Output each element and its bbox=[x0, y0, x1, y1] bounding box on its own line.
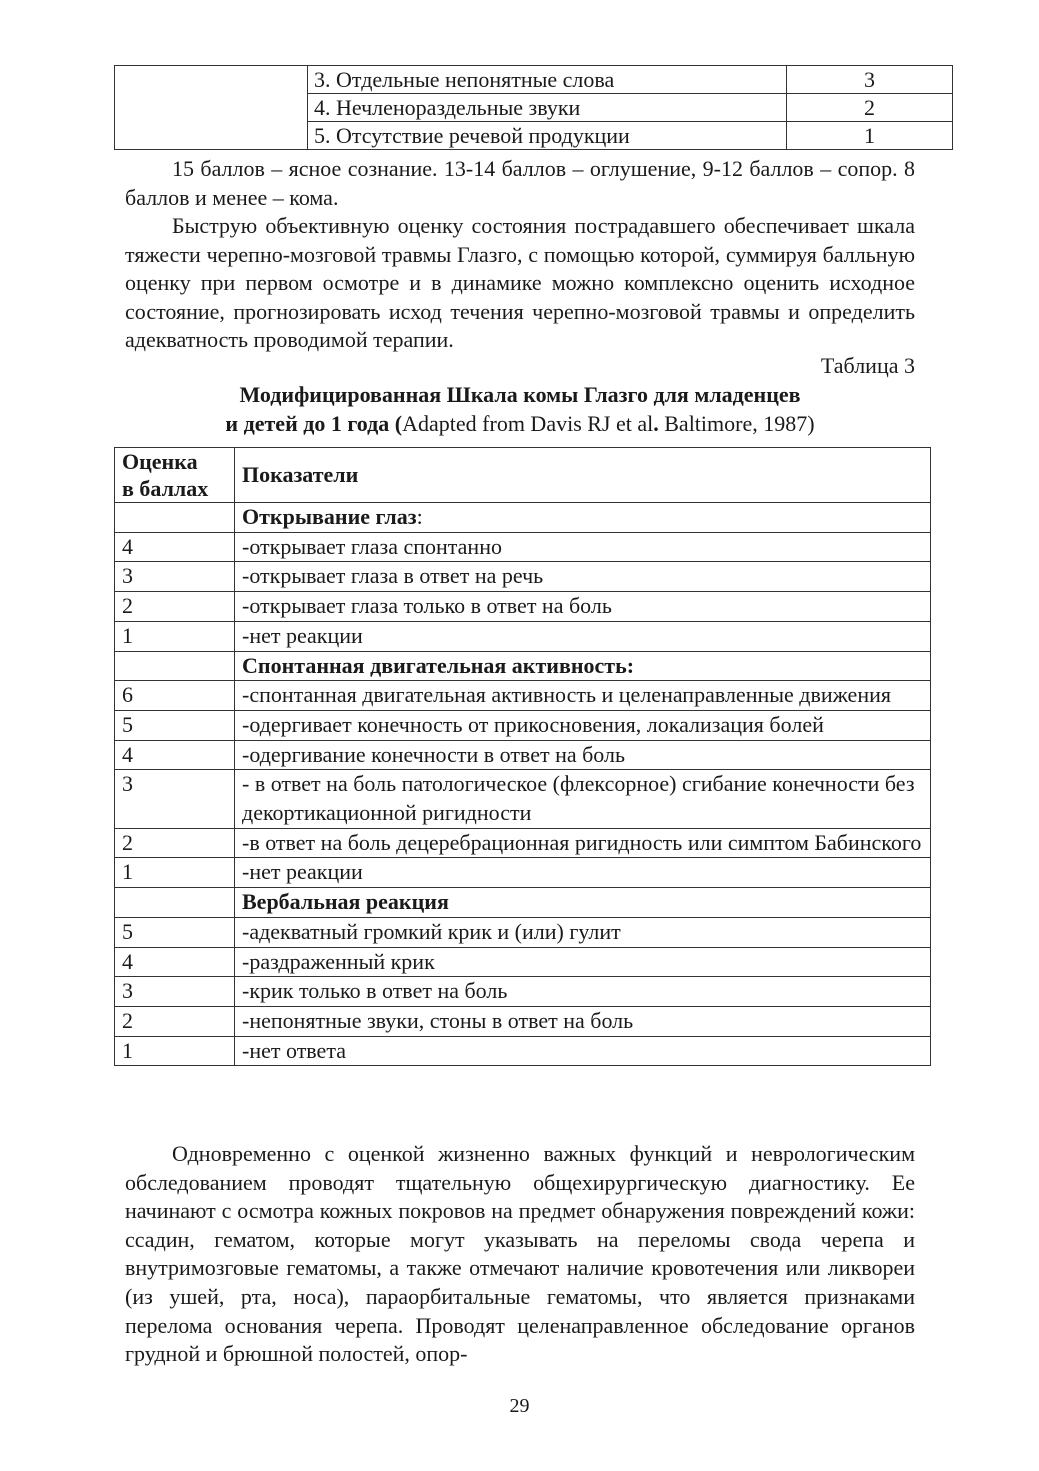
score-cell: 4 bbox=[115, 740, 235, 770]
header-indicators: Показатели bbox=[235, 448, 931, 503]
table-row bbox=[115, 917, 931, 947]
section-row-verbal bbox=[115, 888, 931, 918]
indicator-cell: -адекватный громкий крик и (или) гулит bbox=[235, 917, 931, 947]
table-row bbox=[115, 770, 931, 828]
indicator-cell: -одергивает конечность от прикосновения, локализация болей bbox=[235, 710, 931, 740]
section-title-verbal: Вербальная реакция bbox=[235, 888, 931, 918]
paragraph-coma-scores: 15 баллов – ясное сознание. 13-14 баллов – оглушение, 9-12 баллов – сопор. 8 баллов и менее – кома. bbox=[125, 156, 915, 210]
table-row bbox=[115, 1006, 931, 1036]
table-row bbox=[115, 562, 931, 592]
page-number: 29 bbox=[509, 1395, 530, 1417]
section-row-eyes bbox=[115, 503, 931, 533]
table-row bbox=[115, 66, 953, 94]
score-cell: 2 bbox=[115, 592, 235, 622]
table-row bbox=[115, 1036, 931, 1066]
score-cell: 3 bbox=[115, 977, 235, 1007]
score-cell: 5 bbox=[115, 710, 235, 740]
table-row bbox=[115, 592, 931, 622]
score-cell: 2 bbox=[115, 1006, 235, 1036]
row-score: 1 bbox=[787, 122, 953, 150]
indicator-cell: -крик только в ответ на боль bbox=[235, 977, 931, 1007]
caption-dot: . bbox=[653, 411, 659, 436]
indicator-cell: -непонятные звуки, стоны в ответ на боль bbox=[235, 1006, 931, 1036]
section-row-motor bbox=[115, 651, 931, 681]
indicator-cell: -нет реакции bbox=[235, 858, 931, 888]
score-cell: 6 bbox=[115, 681, 235, 711]
table-row bbox=[115, 740, 931, 770]
paragraph-surgical-diagnostics: Одновременно с оценкой жизненно важных функций и неврологическим обследованием проводят тщательную общехирургическую диагностику. Ее начинают с осмотра кожных покровов на предмет обнаружения повреждений кожи: ссадин, гематом, которые могут указывать на переломы свода черепа и внутримозговые гематомы, а также отмечают наличие кровотечения или ликвореи (из ушей, рта, носа), параорбитальные гематомы, что является признаками перелома основания черепа. Проводят целенаправленное обследование органов грудной и брюшной полостей, опор- bbox=[125, 1141, 915, 1367]
empty-cell bbox=[115, 66, 308, 150]
table-number-label: Таблица 3 bbox=[820, 353, 915, 378]
indicator-cell: -спонтанная двигательная активность и целенаправленные движения bbox=[235, 681, 931, 711]
score-cell: 2 bbox=[115, 828, 235, 858]
indicator-cell: -открывает глаза спонтанно bbox=[235, 532, 931, 562]
section-title-motor: Спонтанная двигательная активность: bbox=[235, 651, 931, 681]
row-label: 3. Отдельные непонятные слова bbox=[308, 66, 787, 94]
header-score bbox=[115, 448, 235, 503]
indicator-cell: -раздраженный крик bbox=[235, 947, 931, 977]
table-row bbox=[115, 947, 931, 977]
row-label: 5. Отсутствие речевой продукции bbox=[308, 122, 787, 150]
score-cell: 3 bbox=[115, 770, 235, 828]
table-row bbox=[115, 710, 931, 740]
table-row bbox=[115, 621, 931, 651]
table-header-row bbox=[115, 448, 931, 503]
table-row bbox=[115, 828, 931, 858]
indicator-cell: -одергивание конечности в ответ на боль bbox=[235, 740, 931, 770]
paragraph-glasgow-intro: Быструю объективную оценку состояния пострадавшего обеспечивает шкала тяжести черепно-мозговой травмы Глазго, с помощью которой, суммируя балльную оценку при первом осмотре и в динамике можно комплексно оценить исходное состояние, прогнозировать исход течения черепно-мозговой травмы и определить адекватность проводимой терапии. bbox=[125, 213, 915, 353]
score-cell: 4 bbox=[115, 947, 235, 977]
indicator-cell: -в ответ на боль децеребрационная ригидность или симптом Бабинского bbox=[235, 828, 931, 858]
indicator-cell: -открывает глаза в ответ на речь bbox=[235, 562, 931, 592]
score-cell: 3 bbox=[115, 562, 235, 592]
row-score: 2 bbox=[787, 94, 953, 122]
table-row bbox=[115, 858, 931, 888]
score-cell: 4 bbox=[115, 532, 235, 562]
score-cell: 1 bbox=[115, 621, 235, 651]
table-row bbox=[115, 532, 931, 562]
row-label: 4. Нечленораздельные звуки bbox=[308, 94, 787, 122]
indicator-cell: -нет ответа bbox=[235, 1036, 931, 1066]
section-title-eyes: Открывание глаз: bbox=[235, 503, 931, 533]
table-row bbox=[115, 681, 931, 711]
table-caption bbox=[125, 380, 915, 438]
score-cell: 5 bbox=[115, 917, 235, 947]
table-row bbox=[115, 977, 931, 1007]
caption-line1: Модифицированная Шкала комы Глазго для младенцев bbox=[239, 382, 801, 407]
indicator-cell: -нет реакции bbox=[235, 621, 931, 651]
row-score: 3 bbox=[787, 66, 953, 94]
caption-source: Adapted from Davis RJ et al bbox=[402, 411, 654, 436]
verbal-response-table-continuation bbox=[114, 65, 953, 150]
score-cell: 1 bbox=[115, 1036, 235, 1066]
glasgow-coma-scale-table bbox=[114, 447, 931, 1066]
header-score-line1: Оценка bbox=[122, 449, 198, 474]
caption-source-tail: Baltimore, 1987) bbox=[658, 411, 815, 436]
caption-line2-bold: и детей до 1 года ( bbox=[225, 411, 403, 436]
indicator-cell: -открывает глаза только в ответ на боль bbox=[235, 592, 931, 622]
header-score-line2: в баллах bbox=[122, 476, 209, 501]
score-cell: 1 bbox=[115, 858, 235, 888]
indicator-cell: - в ответ на боль патологическое (флексорное) сгибание конечности без декортикационной ригидности bbox=[235, 770, 931, 828]
